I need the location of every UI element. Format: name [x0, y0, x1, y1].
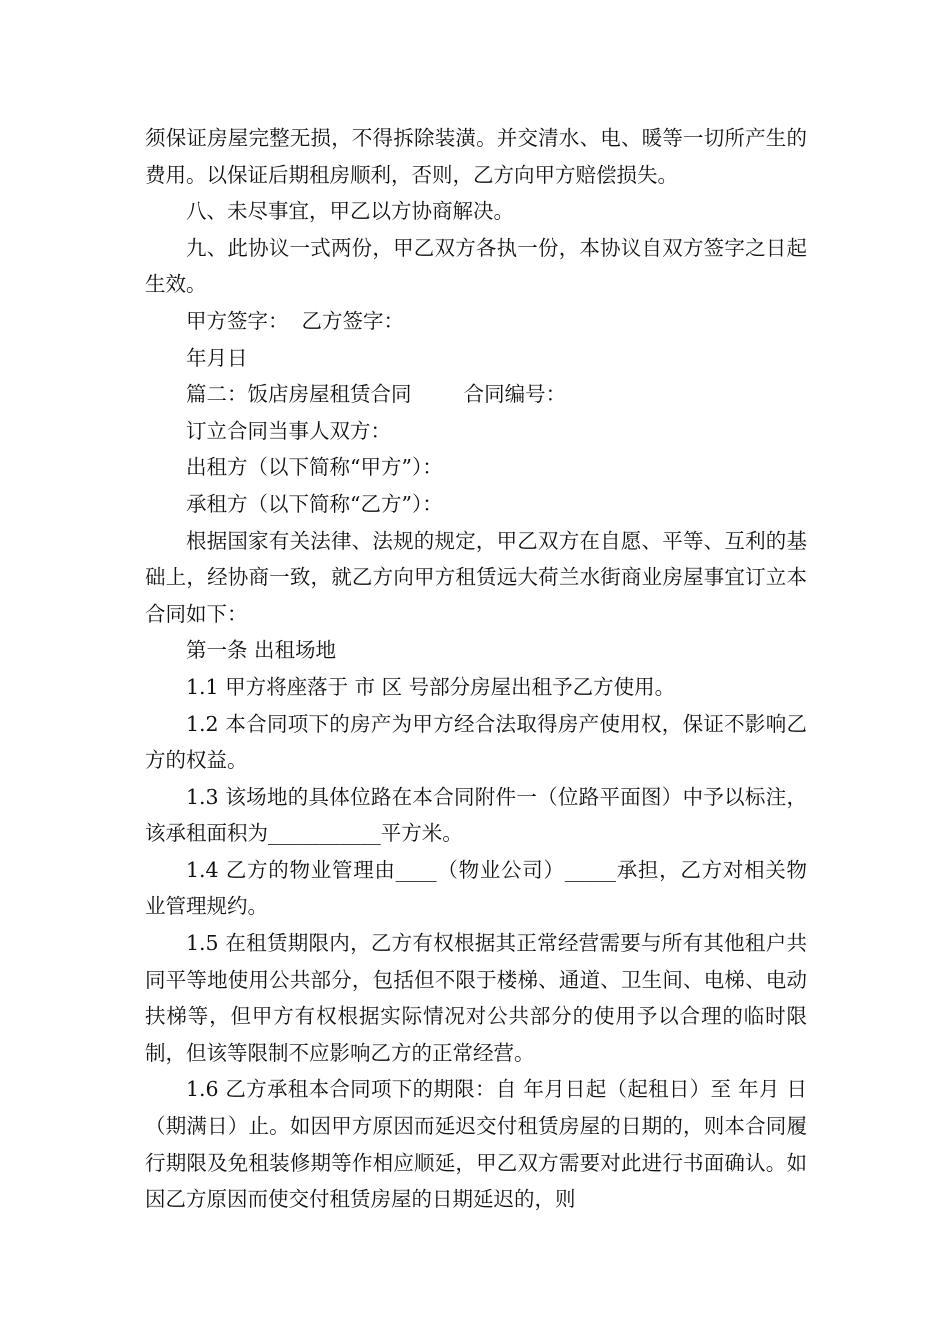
paragraph-6: 篇二：饭店房屋租赁合同 合同编号： [186, 382, 567, 407]
paragraph-3: 九、此协议一式两份，甲乙双方各执一份，本协议自双方签字之日起生效。 [145, 235, 807, 297]
paragraph-5: 年月日 [186, 345, 248, 370]
paragraph-17: 1.6 乙方承租本合同项下的期限：自 年月日起（起租日）至 年月 日（期满日）止。如因甲方原因而延迟交付租赁房屋的日期的，则本合同履行期限及免租装修期等作相应顺延，甲乙双方需要对此进行书面确认。如因乙方原因而使交付租赁房屋的日期延迟的，则 [145, 1077, 807, 1212]
paragraph-4: 甲方签字： 乙方签字： [186, 308, 405, 333]
paragraph-16: 1.5 在租赁期限内，乙方有权根据其正常经营需要与所有其他租户共同平等地使用公共部分，包括但不限于楼梯、通道、卫生间、电梯、电动扶梯等，但甲方有权根据实际情况对公共部分的使用予以合理的临时限制，但该等限制不应影响乙方的正常经营。 [145, 931, 807, 1065]
paragraph-11: 第一条 出租场地 [186, 638, 337, 663]
paragraph-8: 出租方（以下简称“甲方”）： [186, 455, 443, 480]
paragraph-2: 八、未尽事宜，甲乙以方协商解决。 [186, 199, 514, 224]
paragraph-9: 承租方（以下简称“乙方”）： [186, 491, 443, 516]
paragraph-10: 根据国家有关法律、法规的规定，甲乙双方在自愿、平等、互利的基础上，经协商一致，就乙方向甲方租赁远大荷兰水街商业房屋事宜订立本合同如下： [145, 528, 807, 626]
paragraph-13: 1.2 本合同项下的房产为甲方经合法取得房产使用权，保证不影响乙方的权益。 [145, 711, 807, 773]
paragraph-12: 1.1 甲方将座落于 市 区 号部分房屋出租予乙方使用。 [186, 674, 676, 699]
paragraph-1: 须保证房屋完整无损，不得拆除装潢。并交清水、电、暖等一切所产生的费用。以保证后期租房顺利，否则，乙方向甲方赔偿损失。 [145, 126, 807, 187]
paragraph-14: 1.3 该场地的具体位路在本合同附件一（位路平面图）中予以标注，该承租面积为___________平方米。 [145, 784, 807, 846]
paragraph-15: 1.4 乙方的物业管理由____（物业公司）_____承担，乙方对相关物业管理规约。 [145, 857, 807, 919]
document-body [145, 120, 807, 1218]
paragraph-7: 订立合同当事人双方： [186, 418, 391, 443]
